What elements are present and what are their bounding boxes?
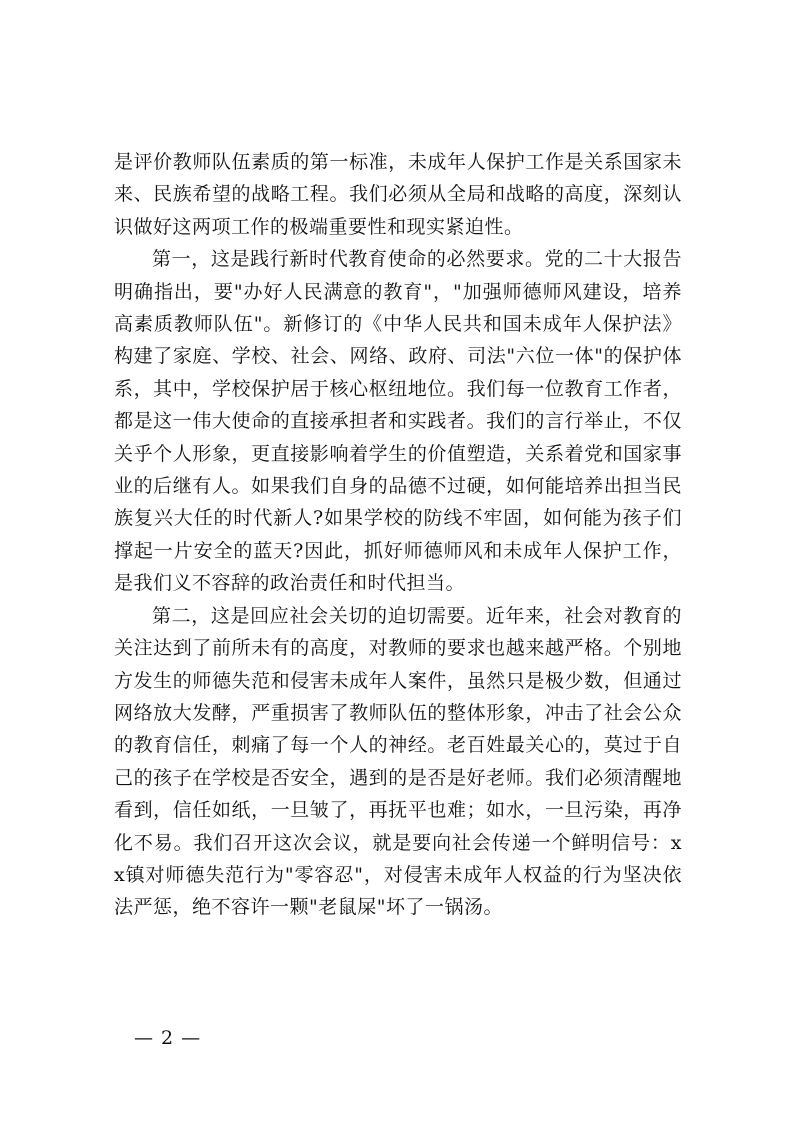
paragraph-continuation: 是评价教师队伍素质的第一标准，未成年人保护工作是关系国家未来、民族希望的战略工程。我们必须从全局和战略的高度，深刻认识做好这两项工作的极端重要性和现实紧迫性。 xyxy=(114,151,682,238)
paragraph-second-point: 第二，这是回应社会关切的迫切需要。近年来，社会对教育的关注达到了前所未有的高度，对教师的要求也越来越严格。个别地方发生的师德失范和侵害未成年人案件，虽然只是极少数，但通过网络放大发酵，严重损害了教师队伍的整体形象，冲击了社会公众的教育信任，刺痛了每一个人的神经。老百姓最关心的，莫过于自己的孩子在学校是否安全，遇到的是否是好老师。我们必须清醒地看到，信任如纸，一旦皱了，再抚平也难；如水，一旦污染，再净化不易。我们召开这次会议，就是要向社会传递一个鲜明信号：xx镇对师德失范行为"零容忍"，对侵害未成年人权益的行为坚决依法严惩，绝不容许一颗"老鼠屎"坏了一锅汤。 xyxy=(114,604,682,919)
document-body xyxy=(114,146,682,924)
paragraph-first-point: 第一，这是践行新时代教育使命的必然要求。党的二十大报告明确指出，要"办好人民满意的教育"，"加强师德师风建设，培养高素质教师队伍"。新修订的《中华人民共和国未成年人保护法》构建了家庭、学校、社会、网络、政府、司法"六位一体"的保护体系，其中，学校保护居于核心枢纽地位。我们每一位教育工作者，都是这一伟大使命的直接承担者和实践者。我们的言行举止，不仅关乎个人形象，更直接影响着学生的价值塑造，关系着党和国家事业的后继有人。如果我们自身的品德不过硬，如何能培养出担当民族复兴大任的时代新人?如果学校的防线不牢固，如何能为孩子们撑起一片安全的蓝天?因此，抓好师德师风和未成年人保护工作，是我们义不容辞的政治责任和时代担当。 xyxy=(114,248,682,595)
page-number: — 2 — xyxy=(134,1027,202,1049)
